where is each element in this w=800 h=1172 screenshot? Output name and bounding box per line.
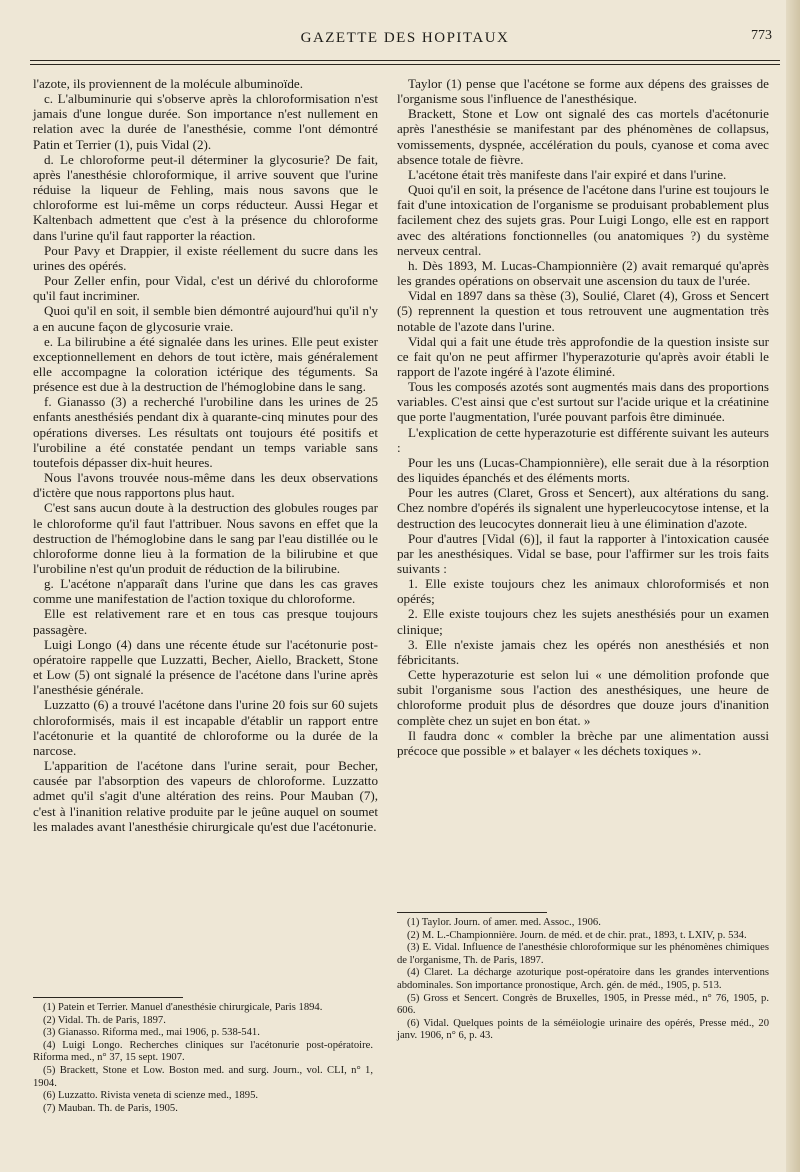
paragraph: Nous l'avons trouvée nous-même dans les deux observations d'ictère que nous rapportons plus haut.	[33, 470, 378, 501]
header-rule	[30, 60, 780, 61]
footnote: (7) Mauban. Th. de Paris, 1905.	[43, 1102, 178, 1114]
paragraph: Quoi qu'il en soit, la présence de l'acétone dans l'urine est toujours le fait d'une intoxication de l'organisme se produisant probablement plus facilement chez des sujets gras. Pour Luigi Longo, elle est en rapport avec des altérations fonctionnelles (ou anatomiques ?) du système nerveux central.	[397, 182, 769, 258]
paragraph: Pour Zeller enfin, pour Vidal, c'est un dérivé du chloroforme qu'il faut incriminer.	[33, 273, 378, 304]
footnote-rule	[397, 912, 547, 913]
footnote: (2) M. L.-Championnière. Journ. de méd. et de chir. prat., 1893, t. LXIV, p. 534.	[407, 929, 747, 941]
paragraph: L'apparition de l'acétone dans l'urine serait, pour Becher, causée par l'absorption des vapeurs de chloroforme. Luzzatto admet qu'il s'agit d'une altération des reins. Pour Mauban (7), c'est à l'inanition relative produite par le jeûne auquel on soumet les malades avant l'anesthésie chirurgicale qu'est due l'acétonurie.	[33, 758, 378, 834]
paragraph: f. Gianasso (3) a recherché l'urobiline dans les urines de 25 enfants anesthésiés pendant dix à quarante-cinq minutes pour des opérations diverses. Les résultats ont toujours été positifs et l'urobiline a été constatée pendant un temps variable sans toutefois dépasser dix-huit heures.	[33, 394, 378, 470]
footnote: (6) Luzzatto. Rivista veneta di scienze med., 1895.	[43, 1090, 259, 1102]
paragraph: C'est sans aucun doute à la destruction des globules rouges par le chloroforme qu'il faut l'attribuer. Nous savons en effet que la destruction de l'hémoglobine dans le sang par l'eau distillée ou le chloroforme donne lieu à la formation de la bilirubine et que l'urobiline n'est qu'un produit de réduction de la bilirubine.	[33, 500, 378, 576]
paragraph: Luzzatto (6) a trouvé l'acétone dans l'urine 20 fois sur 60 sujets chloroformisés, mais il est incapable d'établir un rapport entre l'acétonurie et la quantité de chloroforme ou la durée de la narcose.	[33, 697, 378, 758]
footnote: (1) Patein et Terrier. Manuel d'anesthésie chirurgicale, Paris 1894.	[43, 1002, 323, 1013]
left-column	[33, 76, 378, 834]
paragraph: g. L'acétone n'apparaît dans l'urine que dans les cas graves comme une manifestation de l'action toxique du chloroforme.	[33, 576, 378, 607]
footnote-rule	[33, 997, 183, 998]
paragraph: Vidal en 1897 dans sa thèse (3), Soulié, Claret (4), Gross et Sencert (5) reprennent la question et tous retrouvent une augmentation très notable de l'azote dans l'urine.	[397, 288, 769, 334]
list-item: 2. Elle existe toujours chez les sujets anesthésiés pour un examen clinique;	[397, 606, 769, 637]
paragraph: Taylor (1) pense que l'acétone se forme aux dépens des graisses de l'organisme sous l'influence de l'anesthésique.	[397, 76, 769, 107]
list-item: 3. Elle n'existe jamais chez les opérés non anesthésiés et non fébricitants.	[397, 636, 769, 667]
footnote: (5) Brackett, Stone et Low. Boston med. and surg. Journ., vol. CLI, n° 1, 1904.	[33, 1064, 373, 1089]
footnote: (2) Vidal. Th. de Paris, 1897.	[43, 1014, 166, 1026]
paragraph: d. Le chloroforme peut-il déterminer la glycosurie? De fait, après l'anesthésie chloroformique, il arrive souvent que l'urine réduise la liqueur de Fehling, mais nous savons que le chloroforme est lui-même un corps réducteur. Aussi Hegar et Kaltenbach admettent que c'est à la présence du chloroforme dans l'urine qu'il faut rapporter la réaction.	[33, 151, 378, 243]
paragraph: e. La bilirubine a été signalée dans les urines. Elle peut exister exceptionnellement en dehors de tout ictère, mais généralement elle accompagne la coloration ictérique des téguments. Sa présence est due à la destruction de l'hémoglobine dans le sang.	[33, 333, 378, 395]
right-footnotes	[397, 912, 769, 1043]
footnote: (4) Luigi Longo. Recherches cliniques sur l'acétonurie post-opératoire. Riforma med., n° 37, 15 sept. 1907.	[33, 1039, 373, 1064]
journal-title: GAZETTE DES HOPITAUX	[300, 30, 510, 46]
footnote: (6) Vidal. Quelques points de la séméiologie urinaire des opérés, Presse méd., 20 janv. 1906, n° 6, p. 43.	[397, 1017, 769, 1042]
left-footnotes	[33, 997, 373, 1115]
paragraph: Quoi qu'il en soit, il semble bien démontré aujourd'hui qu'il n'y a en aucune façon de glycosurie vraie.	[33, 303, 378, 334]
paragraph: Pour les autres (Claret, Gross et Sencert), aux altérations du sang. Chez nombre d'opérés ils signalent une hyperleucocytose intense, et la destruction des leucocytes donnerait lieu à une élimination d'azote.	[397, 485, 769, 531]
paragraph: Pour Pavy et Drappier, il existe réellement du sucre dans les urines des opérés.	[33, 242, 378, 273]
paragraph: Elle est relativement rare et en tous cas presque toujours passagère.	[33, 606, 378, 637]
list-item: 1. Elle existe toujours chez les animaux chloroformisés et non opérés;	[397, 576, 769, 607]
page-number: 773	[751, 28, 772, 43]
page-edge	[786, 0, 800, 1172]
paragraph: Il faudra donc « combler la brèche par une alimentation aussi précoce que possible » et balayer « les déchets toxiques ».	[397, 727, 769, 758]
paragraph: h. Dès 1893, M. Lucas-Championnière (2) avait remarqué qu'après les grandes opérations on observait une ascension du taux de l'urée.	[397, 257, 769, 289]
right-column	[397, 76, 769, 758]
paragraph: Vidal qui a fait une étude très approfondie de la question insiste sur ce fait qu'on ne peut affirmer l'hyperazoturie qu'après avoir établi le rapport de l'azote ingéré à l'azote éliminé.	[397, 333, 769, 379]
paragraph: Luigi Longo (4) dans une récente étude sur l'acétonurie post-opératoire rappelle que Luzzatti, Becher, Aiello, Brackett, Stone et Low (5) ont signalé la présence de l'acétone dans l'urine après l'anesthésie générale.	[33, 636, 378, 698]
paragraph: Pour d'autres [Vidal (6)], il faut la rapporter à l'intoxication causée par les anesthésiques. Vidal se base, pour l'affirmer sur les trois faits suivants :	[397, 530, 769, 576]
paragraph: L'acétone était très manifeste dans l'air expiré et dans l'urine.	[408, 166, 727, 182]
page-header	[30, 26, 780, 48]
footnote: (3) Gianasso. Riforma med., mai 1906, p. 538-541.	[43, 1027, 260, 1039]
paragraph: c. L'albuminurie qui s'observe après la chloroformisation n'est jamais d'une longue durée. Son importance n'est nullement en relation avec la durée de l'anesthésie, comme l'ont démontré Patin et Terrier (1), puis Vidal (2).	[33, 91, 378, 152]
paragraph: Brackett, Stone et Low ont signalé des cas mortels d'acétonurie après l'anesthésie se manifestant par des phénomènes de collapsus, vomissements, dyspnée, accélération du pouls, cyanose et coma avec absence totale de fièvre.	[397, 106, 769, 167]
footnote: (1) Taylor. Journ. of amer. med. Assoc., 1906.	[407, 917, 601, 928]
paragraph: Cette hyperazoturie est selon lui « une démolition profonde que subit l'organisme sous l'action des anesthésiques, une heure de chloroforme produit plus de désordres que douze jours d'inanition complète chez un sujet en bon état. »	[397, 667, 769, 728]
paragraph: L'explication de cette hyperazoturie est différente suivant les auteurs :	[397, 424, 769, 455]
paragraph: l'azote, ils proviennent de la molécule albuminoïde.	[33, 76, 303, 91]
footnote: (3) E. Vidal. Influence de l'anesthésie chloroformique sur les phénomènes chimiques de l'organisme, Th. de Paris, 1897.	[397, 942, 769, 966]
footnote: (4) Claret. La décharge azoturique post-opératoire dans les grandes interventions abdominales. Son importance pronostique, Arch. gén. de méd., 1905, p. 513.	[397, 967, 769, 991]
paragraph: Tous les composés azotés sont augmentés mais dans des proportions variables. C'est ainsi que c'est surtout sur l'acide urique et la créatinine que porte l'augmentation, l'urée pouvant parfois être diminuée.	[397, 379, 769, 425]
footnote: (5) Gross et Sencert. Congrès de Bruxelles, 1905, in Presse méd., n° 76, 1905, p. 606.	[397, 992, 769, 1017]
header-rule-thin	[30, 64, 780, 65]
paragraph: Pour les uns (Lucas-Championnière), elle serait due à la résorption des liquides épanchés et des éléments morts.	[397, 454, 769, 486]
